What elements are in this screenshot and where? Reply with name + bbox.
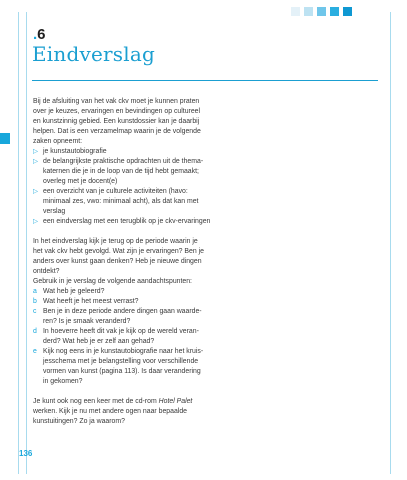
report-paragraph — [33, 237, 353, 287]
triangle-bullet-icon: ▷ — [33, 218, 38, 225]
text-line: Bij de afsluiting van het vak ckv moet je kunnen praten — [33, 98, 200, 105]
text-line: Ben je in deze periode andere dingen gaan waarde- — [43, 308, 202, 315]
text-line: jesschema met je belangstelling voor verschillende — [43, 358, 199, 365]
chapter-dot: . — [33, 26, 38, 43]
chapter-number — [33, 26, 46, 43]
intro-paragraph — [33, 97, 353, 147]
closing-paragraph — [33, 397, 353, 427]
text-line: een eindverslag met een terugblik op je ckv-ervaringen — [43, 218, 211, 225]
list-item — [33, 157, 353, 187]
point-letter: a — [33, 288, 37, 295]
right-rule — [390, 12, 391, 474]
text-line: Wat heeft je het meest verrast? — [43, 298, 139, 305]
text-line: Kijk nog eens in je kunstautobiografie naar het kruis- — [43, 348, 204, 355]
triangle-bullet-icon: ▷ — [33, 188, 38, 195]
text-line: overleg met je docent(e) — [43, 178, 118, 185]
text-line: over je keuzes, ervaringen en bevindingen op cultureel — [33, 108, 201, 115]
text-line: kunstuitingen? Zo ja waarom? — [33, 418, 125, 425]
text-line: In hoeverre heeft dit vak je kijk op de wereld veran- — [43, 328, 199, 335]
text-line: minimaal zes, vwo: minimaal acht), als dat kan met — [43, 198, 199, 205]
square-2 — [304, 7, 313, 16]
text-line: de belangrijkste praktische opdrachten uit de thema- — [43, 158, 204, 165]
point-letter: d — [33, 328, 37, 335]
list-item — [33, 327, 353, 347]
text-line: ren? Is je smaak veranderd? — [43, 318, 131, 325]
triangle-bullet-icon: ▷ — [33, 158, 38, 165]
text-line: derd? Wat heb je er zelf aan gehad? — [43, 338, 155, 345]
text-line: verslag — [43, 208, 66, 215]
text-line: een overzicht van je culturele activiteiten (havo: — [43, 188, 188, 195]
closing-text: Je kunt ook nog een keer met de cd-rom — [33, 398, 159, 405]
square-3 — [317, 7, 326, 16]
body-text — [33, 97, 353, 427]
text-line: in gekomen? — [43, 378, 83, 385]
list-item — [33, 187, 353, 217]
triangle-bullet-icon: ▷ — [33, 148, 38, 155]
list-item — [33, 287, 353, 297]
text-line: anders over kunst gaan denken? Heb je nieuwe dingen — [33, 258, 202, 265]
side-marker — [0, 133, 10, 144]
text-line: werken. Kijk je nu met andere ogen naar bepaalde — [33, 408, 187, 415]
list-item — [33, 297, 353, 307]
square-1 — [291, 7, 300, 16]
point-letter: c — [33, 308, 37, 315]
list-item — [33, 147, 353, 157]
point-letter: e — [33, 348, 37, 355]
text-line: Wat heb je geleerd? — [43, 288, 105, 295]
chapter-num: 6 — [37, 26, 46, 43]
text-line: Gebruik in je verslag de volgende aandachtspunten: — [33, 278, 192, 285]
decorative-squares — [291, 7, 352, 16]
left-rule-outer — [18, 12, 19, 474]
text-line — [33, 397, 353, 407]
title-rule — [32, 80, 378, 81]
text-line: en kunstzinnig gebied. Een kunstdossier kan je daarbij — [33, 118, 200, 125]
list-item — [33, 347, 353, 387]
point-letter: b — [33, 298, 37, 305]
square-4 — [330, 7, 339, 16]
text-line: katernen die je in de loop van de tijd hebt gemaakt; — [43, 168, 199, 175]
text-line: zaken opneemt: — [33, 138, 83, 145]
text-line: je kunstautobiografie — [43, 148, 107, 155]
text-line: ontdekt? — [33, 268, 60, 275]
left-rule-inner — [26, 12, 27, 474]
page-number: 136 — [19, 449, 33, 458]
text-line: In het eindverslag kijk je terug op de periode waarin je — [33, 238, 198, 245]
list-item — [33, 217, 353, 227]
square-5 — [343, 7, 352, 16]
text-line: het vak ckv hebt gevolgd. Wat zijn je ervaringen? Ben je — [33, 248, 204, 255]
text-line: helpen. Dat is een verzamelmap waarin je de volgende — [33, 128, 201, 135]
list-item — [33, 307, 353, 327]
page-title: Eindverslag — [32, 42, 155, 66]
cd-rom-title: Hotel Palet — [158, 398, 193, 405]
text-line: vormen van kunst (pagina 113). Is daar verandering — [43, 368, 201, 375]
